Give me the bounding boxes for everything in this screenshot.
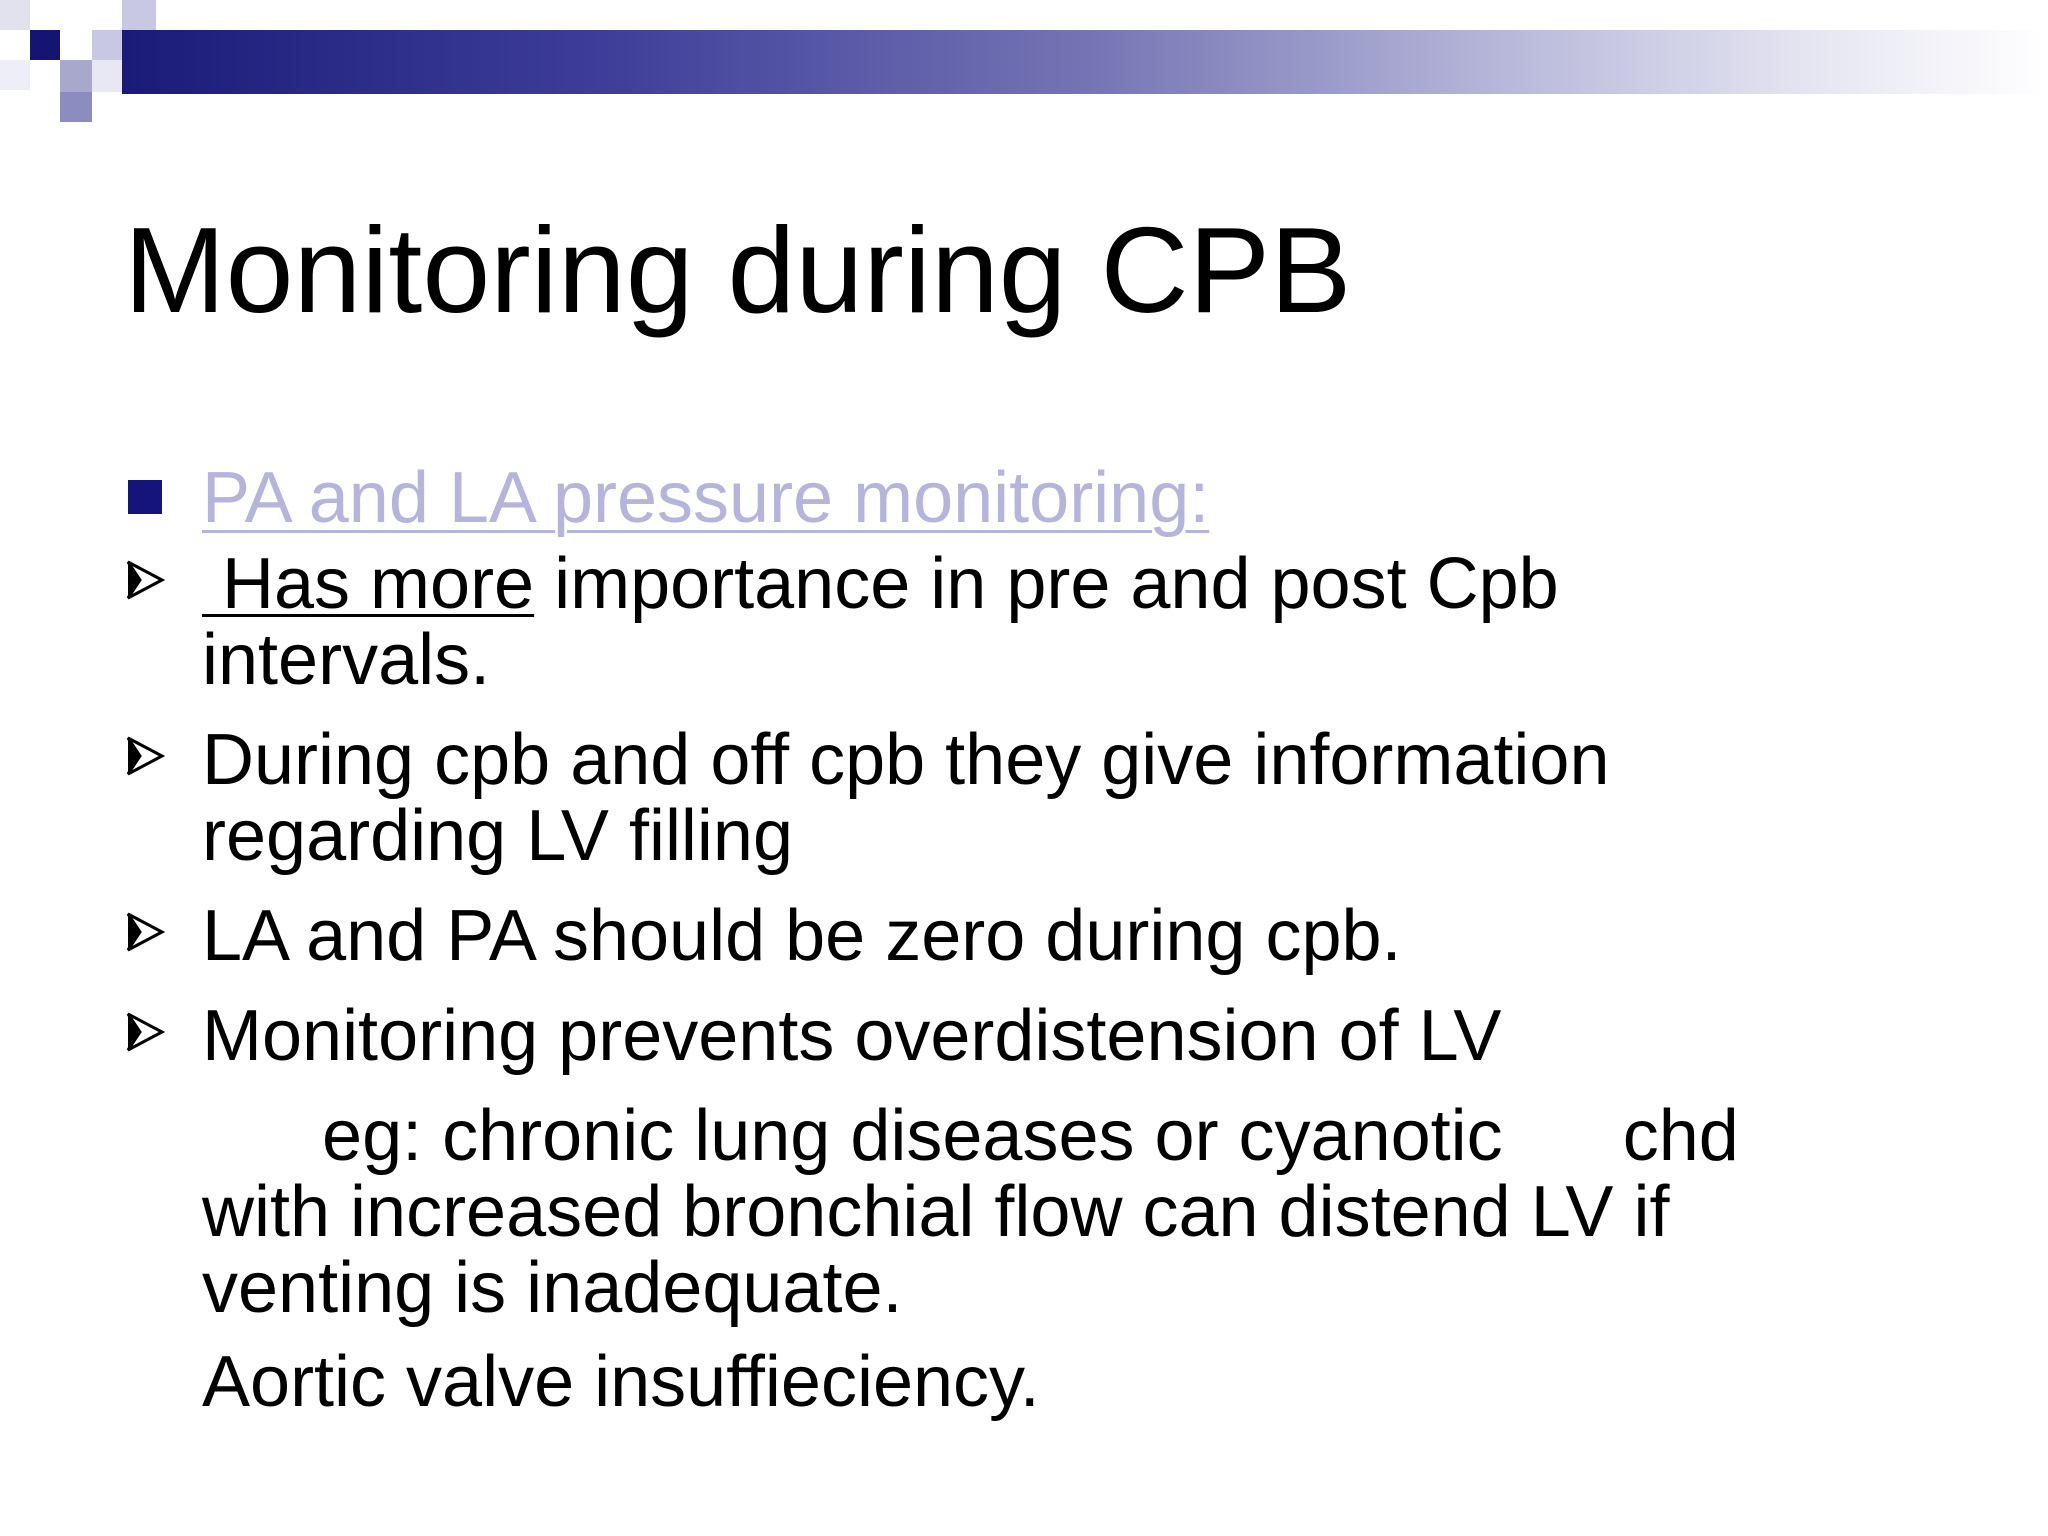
bullet-line — [202, 546, 1924, 622]
square-bullet-icon — [128, 480, 162, 514]
sub-paragraph — [124, 1098, 1924, 1326]
arrow-bullet-icon — [124, 558, 166, 602]
bullet-text: importance in pre and post Cpb — [534, 544, 1559, 624]
sub-line: with increased bronchial flow can distend LV if — [202, 1172, 1670, 1252]
heading-link[interactable]: PA and LA pressure monitoring: — [202, 458, 1210, 538]
decor-square — [0, 60, 30, 90]
decor-square — [92, 30, 122, 60]
decor-square — [60, 92, 92, 122]
bullet-text: Monitoring prevents overdistension of LV — [202, 996, 1502, 1076]
arrow-bullet-icon — [124, 734, 166, 778]
decor-square — [122, 0, 156, 30]
slide-body — [124, 450, 1924, 1420]
decor-square — [92, 60, 122, 92]
bullet-continuation: regarding LV filling — [202, 796, 794, 876]
bullet-text: LA and PA should be zero during cpb. — [202, 896, 1402, 976]
list-item — [124, 722, 1924, 874]
list-item — [124, 998, 1924, 1074]
list-item — [124, 546, 1924, 698]
arrow-bullet-icon — [124, 1010, 166, 1054]
decor-square — [60, 60, 92, 92]
bullet-text: During cpb and off cpb they give information — [202, 720, 1610, 800]
bullet-continuation: intervals. — [202, 620, 491, 700]
header-gradient-bar — [122, 30, 2048, 94]
final-line: Aortic valve insuffieciency. — [202, 1342, 1040, 1422]
list-item — [124, 898, 1924, 974]
heading-item — [124, 450, 1924, 546]
underlined-text: Has more — [202, 544, 535, 624]
decor-square — [0, 0, 30, 30]
sub-line: venting is inadequate. — [202, 1248, 903, 1328]
arrow-bullet-icon — [124, 910, 166, 954]
slide-title: Monitoring during CPB — [124, 202, 1352, 338]
decor-square — [30, 30, 60, 60]
sub-line: eg: chronic lung diseases or cyanotic chd — [202, 1096, 1739, 1176]
